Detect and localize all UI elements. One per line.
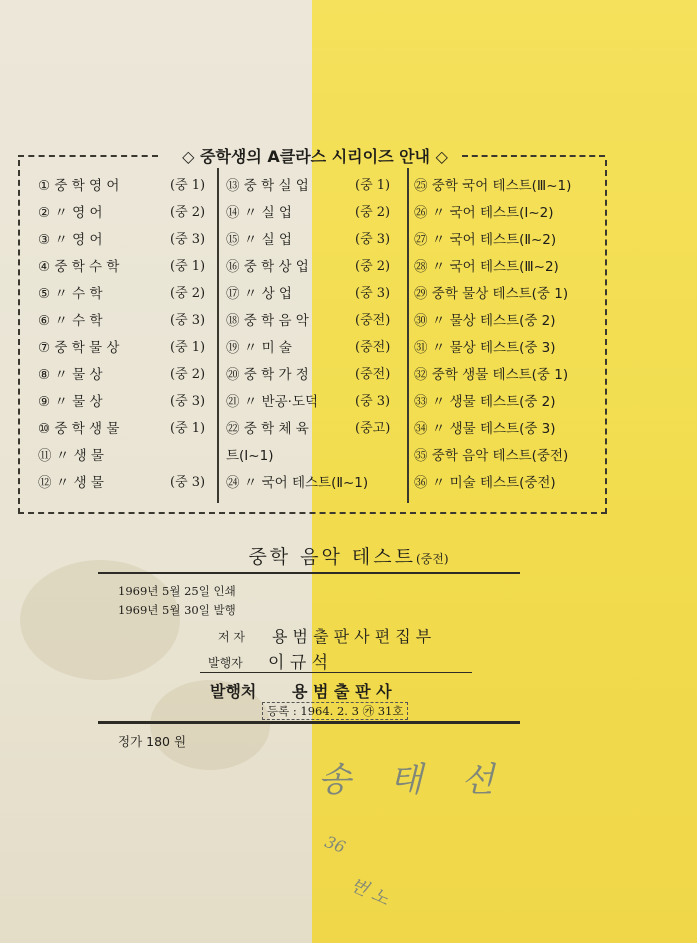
- series-item-grade: (중 3): [355, 394, 391, 409]
- book-title-sub: (중전): [416, 552, 449, 566]
- print-date: 1969년 5월 25일 인쇄: [118, 584, 236, 598]
- series-item-grade: (중 3): [170, 232, 206, 247]
- series-item-name: ⑰ 〃 상 업: [226, 286, 292, 302]
- series-item-name: ⑫ 〃 생 물: [38, 475, 104, 491]
- series-item-name: ⑭ 〃 실 업: [226, 205, 292, 221]
- series-item-name: ㉗ 〃 국어 테스트(Ⅱ~2): [414, 232, 557, 248]
- credit-rule: [200, 672, 472, 673]
- series-item-grade: (중 2): [170, 286, 206, 301]
- series-item-name: ⑲ 〃 미 술: [226, 340, 292, 356]
- column-divider: [217, 168, 219, 503]
- series-item-grade: (중 3): [170, 313, 206, 328]
- series-item-grade: (중 3): [170, 394, 206, 409]
- series-item-name: ㉕ 중학 국어 테스트(Ⅲ~1): [414, 178, 572, 194]
- series-item-name: ⑨ 〃 물 상: [38, 394, 103, 410]
- series-item-grade: (중 2): [355, 205, 391, 220]
- series-item-name: ㉑ 〃 반공·도덕: [226, 394, 319, 410]
- series-item-name: ㊱ 〃 미술 테스트(중전): [414, 475, 556, 491]
- handwritten-note: 번 노: [346, 874, 393, 911]
- series-item-name: ⑥ 〃 수 학: [38, 313, 103, 329]
- publish-date: 1969년 5월 30일 발행: [118, 603, 236, 617]
- series-item-name: ㉞ 〃 생물 테스트(중 3): [414, 421, 556, 437]
- series-item-name: ㉙ 중학 물상 테스트(중 1): [414, 286, 569, 302]
- house-value: 용 범 출 판 사: [292, 682, 392, 701]
- series-item-name: ⑱ 중 학 음 악: [226, 313, 309, 329]
- series-item-grade: (중 1): [170, 178, 206, 193]
- series-item-grade: (중 1): [355, 178, 391, 193]
- series-item-name: ㉔ 〃 국어 테스트(Ⅱ~1): [226, 475, 369, 491]
- registration-number: 등록 : 1964. 2. 3 ㉮ 31호: [262, 702, 408, 720]
- series-item-grade: (중전): [355, 313, 391, 328]
- series-item-name: ⑯ 중 학 상 업: [226, 259, 309, 275]
- series-item-grade: (중전): [355, 367, 391, 382]
- series-item-name: ㉚ 〃 물상 테스트(중 2): [414, 313, 556, 329]
- series-item-name: ⑳ 중 학 가 정: [226, 367, 309, 383]
- house-label: 발행처: [210, 682, 257, 701]
- series-item-name: ㉝ 〃 생물 테스트(중 2): [414, 394, 556, 410]
- series-item-grade: (중 3): [355, 232, 391, 247]
- author-label: 저 자: [218, 630, 245, 644]
- series-item-name: ⑧ 〃 물 상: [38, 367, 103, 383]
- colophon-rule-bottom: [98, 721, 520, 724]
- paper-stain: [20, 560, 180, 680]
- price: 정가 180 원: [118, 734, 187, 749]
- series-item-name: ④ 중 학 수 학: [38, 259, 120, 275]
- series-item-grade: (중 2): [355, 259, 391, 274]
- series-item-name: ② 〃 영 어: [38, 205, 103, 221]
- series-item-name: ㉟ 중학 음악 테스트(중전): [414, 448, 569, 464]
- series-item-grade: (중 1): [170, 340, 206, 355]
- series-item-name: ⑤ 〃 수 학: [38, 286, 103, 302]
- author-value: 용 범 출 판 사 편 집 부: [272, 627, 432, 646]
- series-item-grade: (중고): [355, 421, 391, 436]
- series-item-grade: (중 1): [170, 421, 206, 436]
- series-item-name: ㉒ 중 학 체 육: [226, 421, 309, 437]
- book-title: [0, 542, 697, 569]
- series-item-name: ⑪ 〃 생 물: [38, 448, 104, 464]
- series-item-grade: (중전): [355, 340, 391, 355]
- series-item-name: ⑮ 〃 실 업: [226, 232, 292, 248]
- series-item-name: ③ 〃 영 어: [38, 232, 103, 248]
- book-title-main: 중학 음악 테스트: [248, 546, 416, 568]
- series-item-name: ⑦ 중 학 물 상: [38, 340, 120, 356]
- series-title: ◇ 중학생의 A클라스 시리이즈 안내 ◇: [182, 147, 448, 166]
- series-item-grade: (중 2): [170, 367, 206, 382]
- column-divider: [407, 168, 409, 503]
- series-item-grade: (중 3): [355, 286, 391, 301]
- series-item-name: ⑬ 중 학 실 업: [226, 178, 309, 194]
- series-item-name: ㉜ 중학 생물 테스트(중 1): [414, 367, 569, 383]
- publisher-person: 이 규 석: [268, 653, 329, 673]
- series-item-name: ㉘ 〃 국어 테스트(Ⅲ~2): [414, 259, 559, 275]
- colophon-rule-top: [98, 572, 520, 574]
- handwritten-note: 36: [322, 832, 348, 857]
- series-item-name: ㉖ 〃 국어 테스트(Ⅰ~2): [414, 205, 554, 221]
- series-item-grade: (중 1): [170, 259, 206, 274]
- publisher-label: 발행자: [208, 656, 243, 670]
- series-item-name: 트(Ⅰ~1): [226, 448, 274, 464]
- series-item-grade: (중 2): [170, 205, 206, 220]
- handwritten-name: 송 태 선: [318, 760, 509, 800]
- series-item-name: ⑩ 중 학 생 물: [38, 421, 120, 437]
- series-item-grade: (중 3): [170, 475, 206, 490]
- series-item-name: ㉛ 〃 물상 테스트(중 3): [414, 340, 556, 356]
- series-item-name: ① 중 학 영 어: [38, 178, 120, 194]
